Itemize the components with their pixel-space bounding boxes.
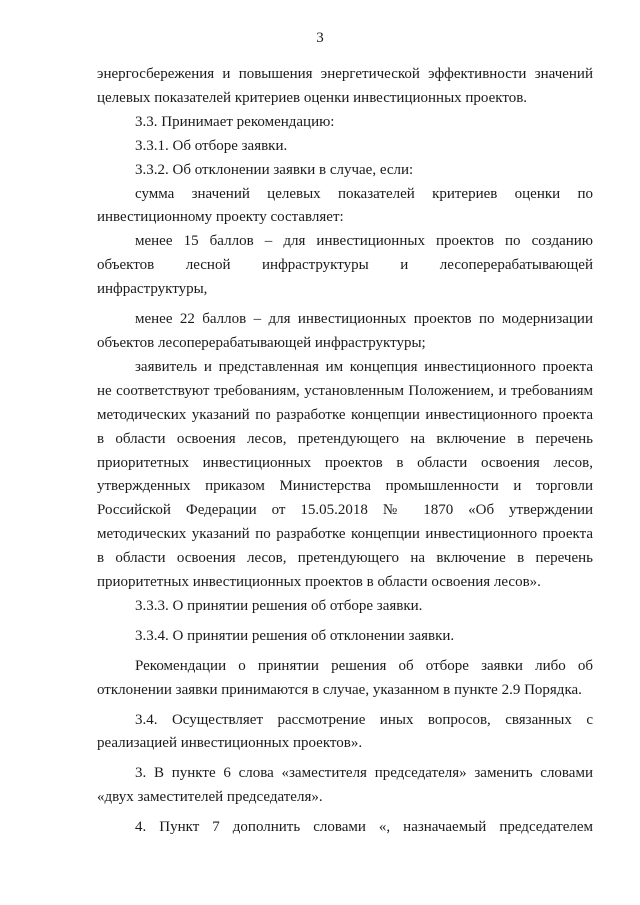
paragraph-less-22-points: менее 22 баллов – для инвестиционных проектов по модернизации объектов лесоперерабатывающей инфраструктуры; xyxy=(97,311,593,351)
page-number: 3 xyxy=(316,30,324,46)
paragraph-3-3-3: 3.3.3. О принятии решения об отборе заявки. xyxy=(135,597,423,614)
paragraph-sum-of-values: сумма значений целевых показателей критериев оценки по инвестиционному проекту составляет: xyxy=(97,185,593,226)
paragraph-applicant-concept: заявитель и представленная им концепция инвестиционного проекта не соответствуют требованиям, установленным Положением, и требованиям методических указаний по разработке концепции инвестиционного проекта в области освоения лесов, претендующего на включение в перечень приоритетных инвестиционных проектов в области освоения лесов, утвержденных приказом Министерства промышленности и торговли Российской Федерации от 15.05.2018 № 1870 «Об утверждении методических указаний по разработке концепции инвестиционного проекта в области освоения лесов, претендующего на включение в перечень приоритетных инвестиционных проектов в области освоения лесов». xyxy=(97,358,593,591)
paragraph-less-15-points: менее 15 баллов – для инвестиционных проектов по созданию объектов лесной инфраструктуры и лесоперерабатывающей инфраструктуры, xyxy=(97,233,593,298)
paragraph-3-3-2: 3.3.2. Об отклонении заявки в случае, если: xyxy=(135,161,414,178)
paragraph-item-3: 3. В пункте 6 слова «заместителя председателя» заменить словами «двух заместителей председателя». xyxy=(97,765,593,806)
paragraph-item-4: 4. Пункт 7 дополнить словами «, назначаемый председателем xyxy=(135,819,593,836)
paragraph-recommendations: Рекомендации о принятии решения об отборе заявки либо об отклонении заявки принимаются в случае, указанном в пункте 2.9 Порядка. xyxy=(97,657,593,698)
paragraph-energy-continuation: энергосбережения и повышения энергетической эффективности значений целевых показателей критериев оценки инвестиционных проектов. xyxy=(97,66,593,106)
paragraph-3-3-1: 3.3.1. Об отборе заявки. xyxy=(135,137,288,154)
paragraph-3-4: 3.4. Осуществляет рассмотрение иных вопросов, связанных с реализацией инвестиционных проектов». xyxy=(97,711,593,752)
paragraph-3-3-4: 3.3.4. О принятии решения об отклонении заявки. xyxy=(135,627,455,644)
paragraph-3-3: 3.3. Принимает рекомендацию: xyxy=(135,113,335,130)
document-body xyxy=(97,63,593,840)
